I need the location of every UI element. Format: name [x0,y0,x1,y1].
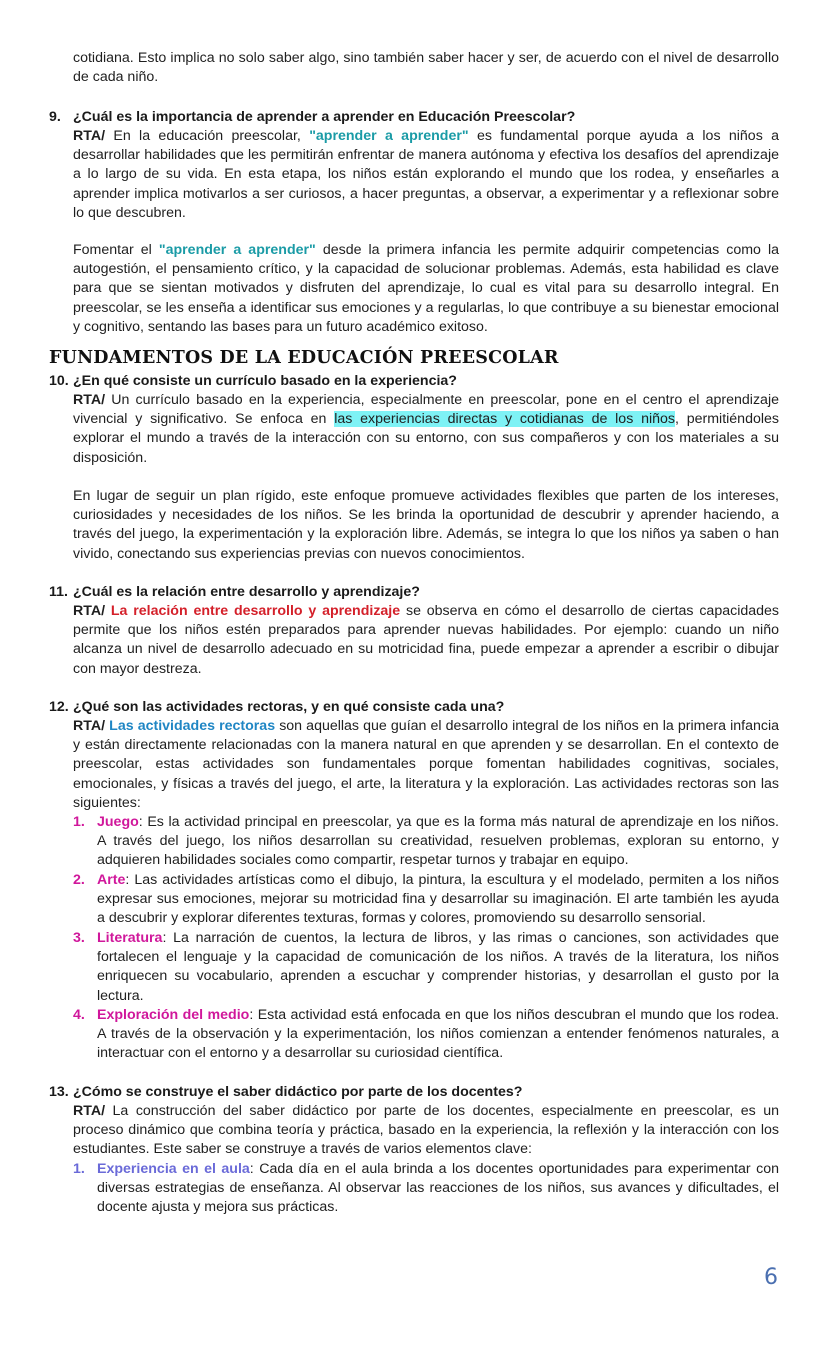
rta-label: RTA/ [73,718,106,734]
highlight-actividades-rectoras: Las actividades rectoras [105,718,276,734]
highlight-aprender-a-aprender: "aprender a aprender" [309,128,469,144]
list-item-exploracion [73,1006,779,1064]
answer-text: La construcción del saber didáctico por parte de los docentes, especialmente en preescolar, es un proceso dinámico que combina teoría y práctica, basado en la experiencia, la reflexión y la interacción con los estudiantes. Este saber se construye a través de varios elementos clave: [73,1103,779,1158]
question-13 [49,1083,789,1102]
question-text: ¿Cuál es la importancia de aprender a aprender en Educación Preescolar? [73,109,576,125]
answer-12 [73,717,779,813]
answer-text: , permitiéndoles explorar el mundo a través de la interacción con su entorno, con sus compañeros y con los materiales a su disposición. [73,411,779,466]
list-desc: : Las actividades artísticas como el dibujo, la pintura, la escultura y el modelado, permiten a los niños expresar sus emociones, mejorar su motricidad fina y desarrollar su imaginación. El arte también les ayuda a descubrir y explorar diferentes texturas, formas y colores, promoviendo su desarrollo sensorial. [97,872,779,927]
list-term: Literatura [97,930,163,946]
answer-11 [73,602,779,679]
rta-label: RTA/ [73,603,106,619]
intro-text: cotidiana. Esto implica no solo saber algo, sino también saber hacer y ser, de acuerdo con el nivel de desarrollo de cada niño. [73,50,779,86]
intro-paragraph [73,49,779,87]
answer-10-paragraph-1 [73,391,779,468]
answer-text: desde la primera infancia les permite adquirir competencias como la autogestión, el pensamiento crítico, y la capacidad de solucionar problemas. Además, esta habilidad es clave para que se sientan motivados y disfruten del aprendizaje, lo cual es vital para su desarrollo integral. En preescolar, se les enseña a identificar sus emociones y a regularlas, lo que contribuye a su bienestar emocional y cognitivo, sentando las bases para un futuro académico exitoso. [73,242,780,335]
question-12 [49,698,789,717]
list-term: Exploración del medio [97,1007,250,1023]
question-9 [49,108,789,127]
question-number: 10. [49,373,69,389]
question-text: ¿Cuál es la relación entre desarrollo y aprendizaje? [73,584,420,600]
highlight-relacion: La relación entre desarrollo y aprendizaje [105,603,401,619]
answer-text: son aquellas que guían el desarrollo integral de los niños en la primera infancia y están directamente relacionadas con la manera natural en que aprenden y se desarrollan. En el contexto de preescolar, estas actividades son fundamentales porque fomentan habilidades cognitivas, sociales, emocionales, y físicas a través del juego, el arte, la literatura y la exploración. Las actividades rectoras son las siguientes: [73,718,779,811]
question-number: 13. [49,1084,69,1100]
list-number: 2. [73,872,85,888]
list-number: 3. [73,930,85,946]
question-number: 12. [49,699,69,715]
answer-text: En la educación preescolar, [105,128,310,144]
list-number: 1. [73,814,85,830]
list-desc: : La narración de cuentos, la lectura de libros, y las rimas o canciones, son actividades que fortalecen el lenguaje y la capacidad de comunicación de los niños. A través de la literatura, los niños enriquecen su vocabulario, aprenden a escuchar y comprender historias, y desarrollan el gusto por la lectura. [97,930,779,1004]
question-number: 9. [49,109,61,125]
list-term: Experiencia en el aula [97,1161,250,1177]
question-text: ¿En qué consiste un currículo basado en la experiencia? [73,373,457,389]
list-item-literatura [73,929,779,1006]
answer-text: es fundamental porque ayuda a los niños a desarrollar habilidades que les permitirán enfrentar de manera autónoma y efectiva los desafíos del aprendizaje a lo largo de su vida. En esta etapa, los niños están explorando el mundo que los rodea, y enseñarles a aprender implica motivarlos a ser curiosos, a hacer preguntas, a observar, a experimentar y a reflexionar sobre lo que descubren. [73,128,780,221]
answer-text: se observa en cómo el desarrollo de ciertas capacidades permite que los niños estén preparados para aprender nuevas habilidades. Por ejemplo: cuando un niño alcanza un nivel de desarrollo adecuado en su motricidad fina, puede empezar a aprender a escribir o dibujar con mayor destreza. [73,603,780,677]
answer-text: En lugar de seguir un plan rígido, este enfoque promueve actividades flexibles que parten de los intereses, curiosidades y necesidades de los niños. Se les brinda la oportunidad de descubrir y aprender haciendo, a través del juego, la experimentación y la exploración libre. Además, se integra lo que los niños ya saben o han vivido, conectando sus experiencias previas con nuevos conocimientos. [73,488,779,562]
list-item-arte [73,871,779,929]
list-desc: : Cada día en el aula brinda a los docentes oportunidades para experimentar con diversas estrategias de enseñanza. Al observar las reacciones de los niños, sus avances y dificultades, el docente ajusta y mejora sus prácticas. [97,1161,779,1216]
list-term: Arte [97,872,126,888]
list-item-juego [73,813,779,871]
list-term: Juego [97,814,139,830]
answer-9-paragraph-2 [73,241,779,337]
section-heading: FUNDAMENTOS DE LA EDUCACIÓN PREESCOLAR [49,348,559,368]
question-11 [49,583,789,602]
rta-label: RTA/ [73,1103,106,1119]
highlighted-text: las experiencias directas y cotidianas de los niños [334,411,675,428]
page-number: 6 [764,1265,778,1290]
answer-10-paragraph-2 [73,487,779,564]
highlight-aprender-a-aprender: "aprender a aprender" [158,242,316,258]
question-text: ¿Qué son las actividades rectoras, y en qué consiste cada una? [73,699,505,715]
answer-13 [73,1102,779,1160]
list-item-experiencia-en-el-aula [73,1160,779,1218]
list-number: 1. [73,1161,85,1177]
answer-text: Fomentar el [73,242,159,258]
answer-text: Un currículo basado en la experiencia, especialmente en preescolar, pone en el centro el aprendizaje vivencial y significativo. Se enfoca en [73,392,779,428]
rta-label: RTA/ [73,392,106,408]
list-desc: : Esta actividad está enfocada en que los niños descubran el mundo que los rodea. A través de la observación y la experimentación, los niños comienzan a entender fenómenos naturales, a interactuar con el entorno y a desarrollar su curiosidad científica. [97,1007,780,1062]
list-number: 4. [73,1007,85,1023]
list-desc: : Es la actividad principal en preescolar, ya que es la forma más natural de aprendizaje en los niños. A través del juego, los niños desarrollan su creatividad, resuelven problemas, exploran su entorno, y adquieren habilidades sociales como compartir, respetar turnos y trabajar en equipo. [97,814,779,869]
question-text: ¿Cómo se construye el saber didáctico por parte de los docentes? [73,1084,523,1100]
rta-label: RTA/ [73,128,106,144]
answer-9-paragraph-1 [73,127,779,223]
question-10 [49,372,789,391]
question-number: 11. [49,584,68,600]
